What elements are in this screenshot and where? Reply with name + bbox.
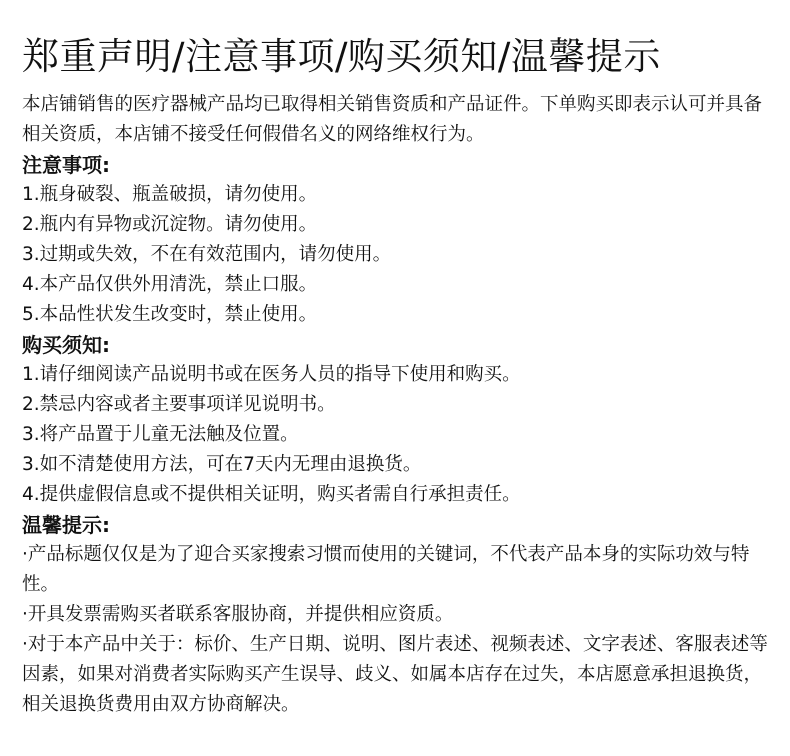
- notice-section: [22, 150, 770, 330]
- notice-item: 1.瓶身破裂、瓶盖破损，请勿使用。: [22, 184, 318, 205]
- tips-item: ·对于本产品中关于：标价、生产日期、说明、图片表述、视频表述、文字表述、客服表述等因素，如果对消费者实际购买产生误导、歧义、如属本店存在过失，本店愿意承担退换货，相关退换货费用由双方协商解决。: [22, 634, 768, 715]
- notice-item: 5.本品性状发生改变时，禁止使用。: [22, 304, 318, 325]
- notice-item: 2.瓶内有异物或沉淀物。请勿使用。: [22, 214, 318, 235]
- purchase-item: 3.如不清楚使用方法，可在7天内无理由退换货。: [22, 454, 422, 475]
- tips-section: [22, 510, 770, 720]
- purchase-heading: 购买须知:: [22, 333, 110, 357]
- notice-item: 4.本产品仅供外用清洗，禁止口服。: [22, 274, 318, 295]
- notice-item: 3.过期或失效，不在有效范围内，请勿使用。: [22, 244, 392, 265]
- purchase-item: 4.提供虚假信息或不提供相关证明，购买者需自行承担责任。: [22, 484, 521, 505]
- tips-heading: 温馨提示:: [22, 513, 110, 537]
- page-title: 郑重声明/注意事项/购买须知/温馨提示: [22, 35, 661, 78]
- purchase-item: 1.请仔细阅读产品说明书或在医务人员的指导下使用和购买。: [22, 364, 521, 385]
- tips-item: ·开具发票需购买者联系客服协商，并提供相应资质。: [22, 604, 454, 625]
- purchase-section: [22, 330, 770, 510]
- tips-item: ·产品标题仅仅是为了迎合买家搜索习惯而使用的关键词，不代表产品本身的实际功效与特性。: [22, 544, 750, 595]
- notice-heading: 注意事项:: [22, 153, 110, 177]
- purchase-item: 3.将产品置于儿童无法触及位置。: [22, 424, 299, 445]
- intro-paragraph: 本店铺销售的医疗器械产品均已取得相关销售资质和产品证件。下单购买即表示认可并具备相关资质，本店铺不接受任何假借名义的网络维权行为。: [22, 94, 763, 145]
- purchase-item: 2.禁忌内容或者主要事项详见说明书。: [22, 394, 336, 415]
